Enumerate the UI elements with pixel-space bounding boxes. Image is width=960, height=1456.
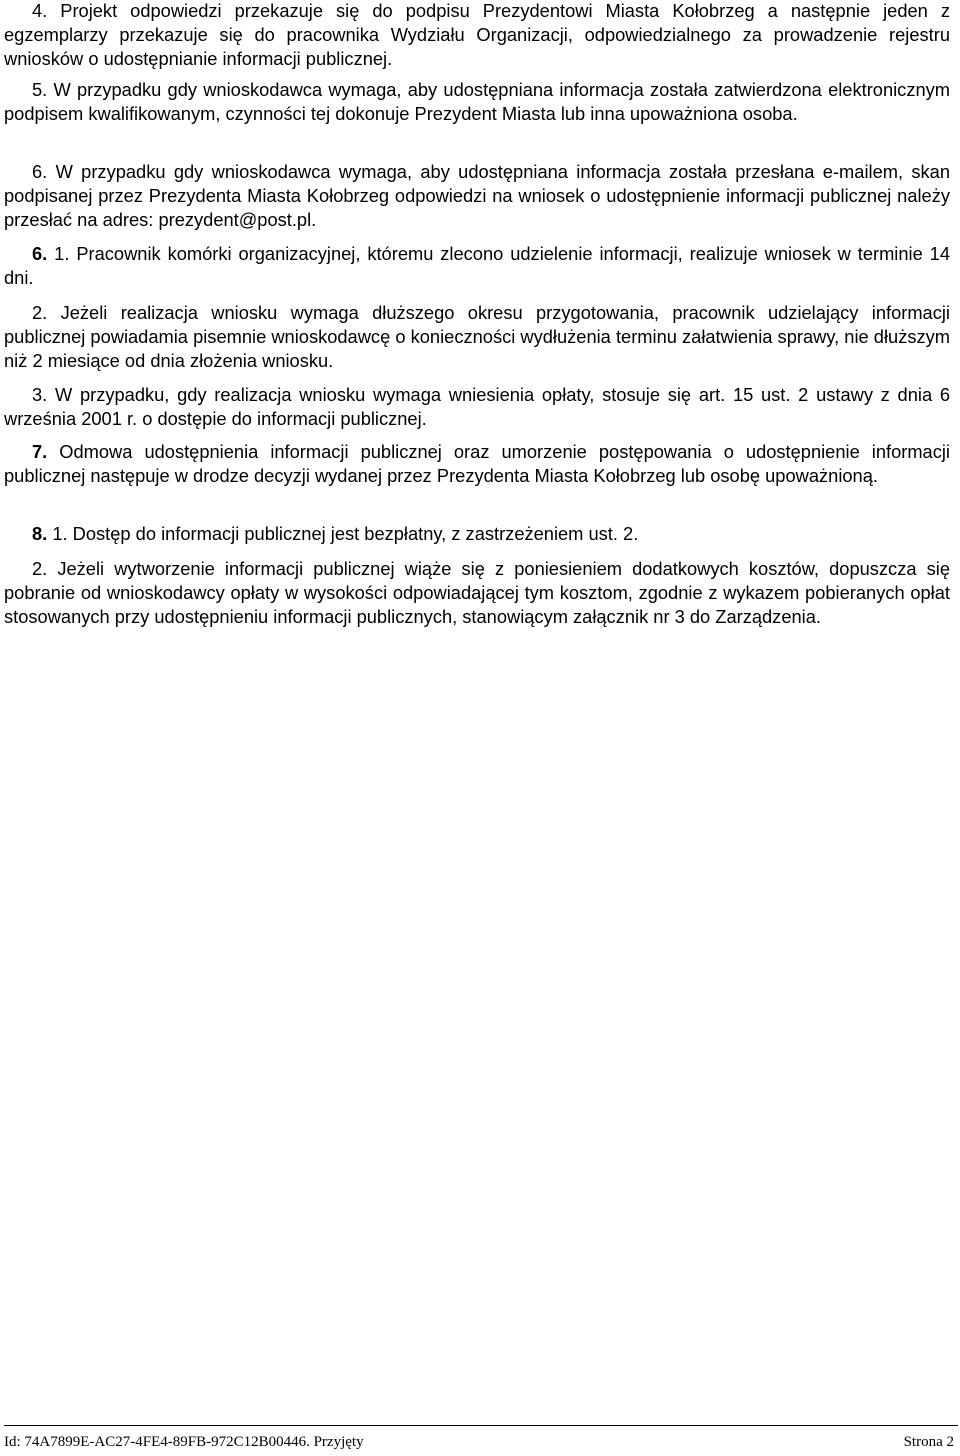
section-number: 6. xyxy=(32,243,48,264)
paragraph-text: W przypadku gdy wnioskodawca wymaga, aby udostępniana informacja została zatwierdzona elektronicznym podpisem kwalifikowanym, czynności tej dokonuje Prezydent Miasta lub inna upoważniona osoba. xyxy=(4,79,950,124)
paragraph-number: 4. xyxy=(32,0,48,21)
paragraph-4 xyxy=(4,0,950,71)
paragraph-number: 3. xyxy=(32,384,48,405)
paragraph-5 xyxy=(4,78,950,126)
point-number: 1. xyxy=(47,523,68,544)
paragraph-text: Projekt odpowiedzi przekazuje się do podpisu Prezydentowi Miasta Kołobrzeg a następnie jeden z egzemplarzy przekazuje się do pracownika Wydziału Organizacji, odpowiedzialnego za prowadzenie rejestru wniosków o udostępnianie informacji publicznej. xyxy=(4,0,950,69)
paragraph-6 xyxy=(4,160,950,232)
paragraph-text: W przypadku, gdy realizacja wniosku wymaga wniesienia opłaty, stosuje się art. 15 ust. 2 ustawy z dnia 6 września 2001 r. o dostępie do informacji publicznej. xyxy=(4,384,950,429)
paragraph-text: Dostęp do informacji publicznej jest bezpłatny, z zastrzeżeniem ust. 2. xyxy=(67,523,639,544)
section-7 xyxy=(4,440,950,488)
paragraph-number: 5. xyxy=(32,79,48,100)
footer-divider xyxy=(4,1425,958,1426)
section-number: 8. xyxy=(32,523,48,544)
paragraph-text: Pracownik komórki organizacyjnej, któremu zlecono udzielenie informacji, realizuje wniosek w terminie 14 dni. xyxy=(4,243,951,288)
paragraph-number: 6. xyxy=(32,161,48,182)
paragraph-text: Jeżeli wytworzenie informacji publicznej wiąże się z poniesieniem dodatkowych kosztów, dopuszcza się pobranie od wnioskodawcy opłaty w wysokości odpowiadającej tym kosztom, zgodnie z wykazem pobieranych opłat stosowanych przy udostępnieniu informacji publicznych, stanowiącym załącznik nr 3 do Zarządzenia. xyxy=(4,558,950,627)
paragraph-text: W przypadku gdy wnioskodawca wymaga, aby udostępniana informacja została przesłana e-mailem, skan podpisanej przez Prezydenta Miasta Kołobrzeg odpowiedzi na wniosek o udostępnienie informacji publicznej należy przesłać na adres: prezydent@post.pl. xyxy=(4,161,950,230)
document-id: Id: 74A7899E-AC27-4FE4-89FB-972C12B00446. Przyjęty xyxy=(4,1434,364,1450)
paragraph-number: 2. xyxy=(32,558,48,579)
section-6-point-3 xyxy=(4,383,950,431)
section-8-point-2 xyxy=(4,557,950,629)
section-6-point-1 xyxy=(4,242,950,290)
page-number: Strona 2 xyxy=(903,1434,954,1450)
section-6-point-2 xyxy=(4,301,950,373)
paragraph-number: 2. xyxy=(32,302,48,323)
point-number: 1. xyxy=(47,243,70,264)
paragraph-text: Odmowa udostępnienia informacji publicznej oraz umorzenie postępowania o udostępnienie informacji publicznej następuje w drodze decyzji wydanej przez Prezydenta Miasta Kołobrzeg lub osobę upoważnioną. xyxy=(4,441,950,486)
section-number: 7. xyxy=(32,441,48,462)
page-footer xyxy=(4,1432,954,1452)
section-8-point-1 xyxy=(4,522,950,546)
paragraph-text: Jeżeli realizacja wniosku wymaga dłuższego okresu przygotowania, pracownik udzielający informacji publicznej powiadamia pisemnie wnioskodawcę o konieczności wydłużenia terminu załatwienia sprawy, nie dłuższym niż 2 miesiące od dnia złożenia wniosku. xyxy=(4,302,950,371)
